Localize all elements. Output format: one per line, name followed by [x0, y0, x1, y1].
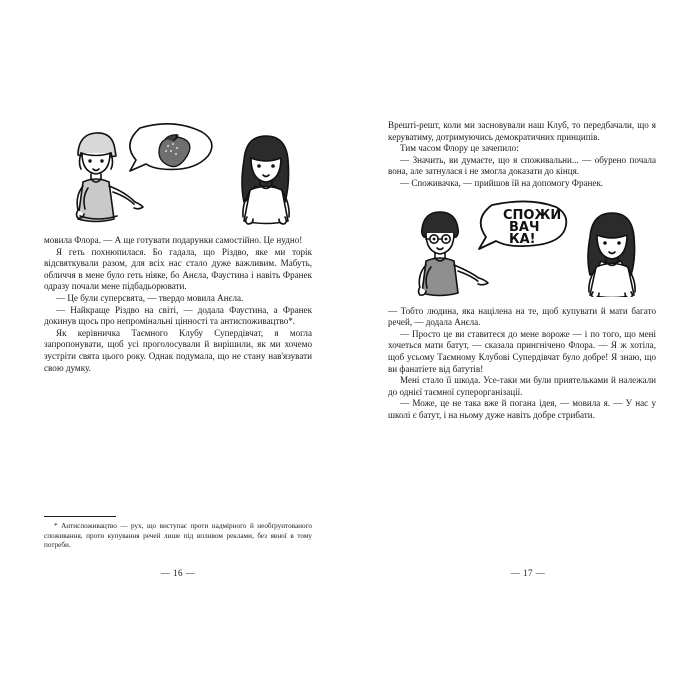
paragraph: — Просто це ви ставитеся до мене вороже — і по того, що мені хочеться мати батут, — сказала прингнічено Флора. — Я ж хотіла, щоб усьому Таємному Клубові Супердівчат було добре! Я знаю, що ви фанатіете від батутів!: [388, 328, 656, 374]
paragraph: Як керівничка Таємного Клубу Супердівчат, я могла запропонувати, щоб усі проголосували й вирішили, як ми хочемо зустріти свята цього року. Однак подумала, що не стану нав'язувати свою думку.: [44, 327, 312, 373]
paragraph: — Може, це не така вже й погана ідея, — мовила я. — У нас у школі є батут, і на ньому дуже навіть добре стрибати.: [388, 398, 656, 420]
footnote: [44, 516, 312, 550]
paragraph: — Тобто людина, яка націлена на те, щоб купувати й мати багато речей, — додала Анєла.: [388, 305, 656, 328]
bubble-line-3: КА!: [509, 231, 536, 247]
paragraph: — Значить, ви думаєте, що я споживальни... — обурено почала вона, але затнулася і не змогла доказати до кінця.: [388, 154, 656, 177]
paragraph: Мені стало її шкода. Усе-таки ми були приятельками й належали до однієї таємної суперорганізації.: [388, 375, 656, 397]
bubble-line-1: СПОЖИ: [503, 207, 562, 223]
footnote-text: * Антиспоживацтво — рух, що виступає проти надмірного й необґрунтованого споживання, проти купування речей лише під впливом реклами, без явної в тому потреби.: [44, 522, 312, 549]
paragraph: Тим часом Флору це зачепило:: [400, 143, 519, 154]
page-number-left: — 16 —: [160, 568, 196, 578]
paragraph: Врешті-решт, коли ми засновували наш Клуб, то передбачали, що я керуватиму, дотримуючись демократичних принципів.: [388, 120, 656, 142]
footnote-rule: [44, 516, 116, 517]
paragraph: — Найкраще Різдво на світі, — додала Фаустина, а Франек докинув щось про непромінальні цінності та антиспоживацтво*.: [44, 304, 312, 327]
illustration-right: [388, 199, 656, 297]
right-page: [350, 0, 700, 700]
bubble-line-2: ВАЧ: [509, 219, 540, 235]
paragraph: — Це були суперсвята, — твердо мовила Анєла.: [56, 292, 244, 303]
paragraph: мовила Флора. — А ще готувати подарунки самостійно. Це нудно!: [44, 235, 303, 245]
paragraph: — Споживачка, — прийшов їй на допомогу Франек.: [400, 177, 604, 188]
illustration-left: [44, 120, 312, 225]
paragraph: Я геть похнюпилася. Бо гадала, що Різдво, яке ми торік відсвяткували разом, для всіх нас стало дуже важливим. Мабуть, обличчя в мене було геть ніяке, бо Анєла, Фаустина і навіть Франек одразу почали мене підбадьорювати.: [44, 246, 312, 292]
page-number-right: — 17 —: [510, 568, 546, 578]
